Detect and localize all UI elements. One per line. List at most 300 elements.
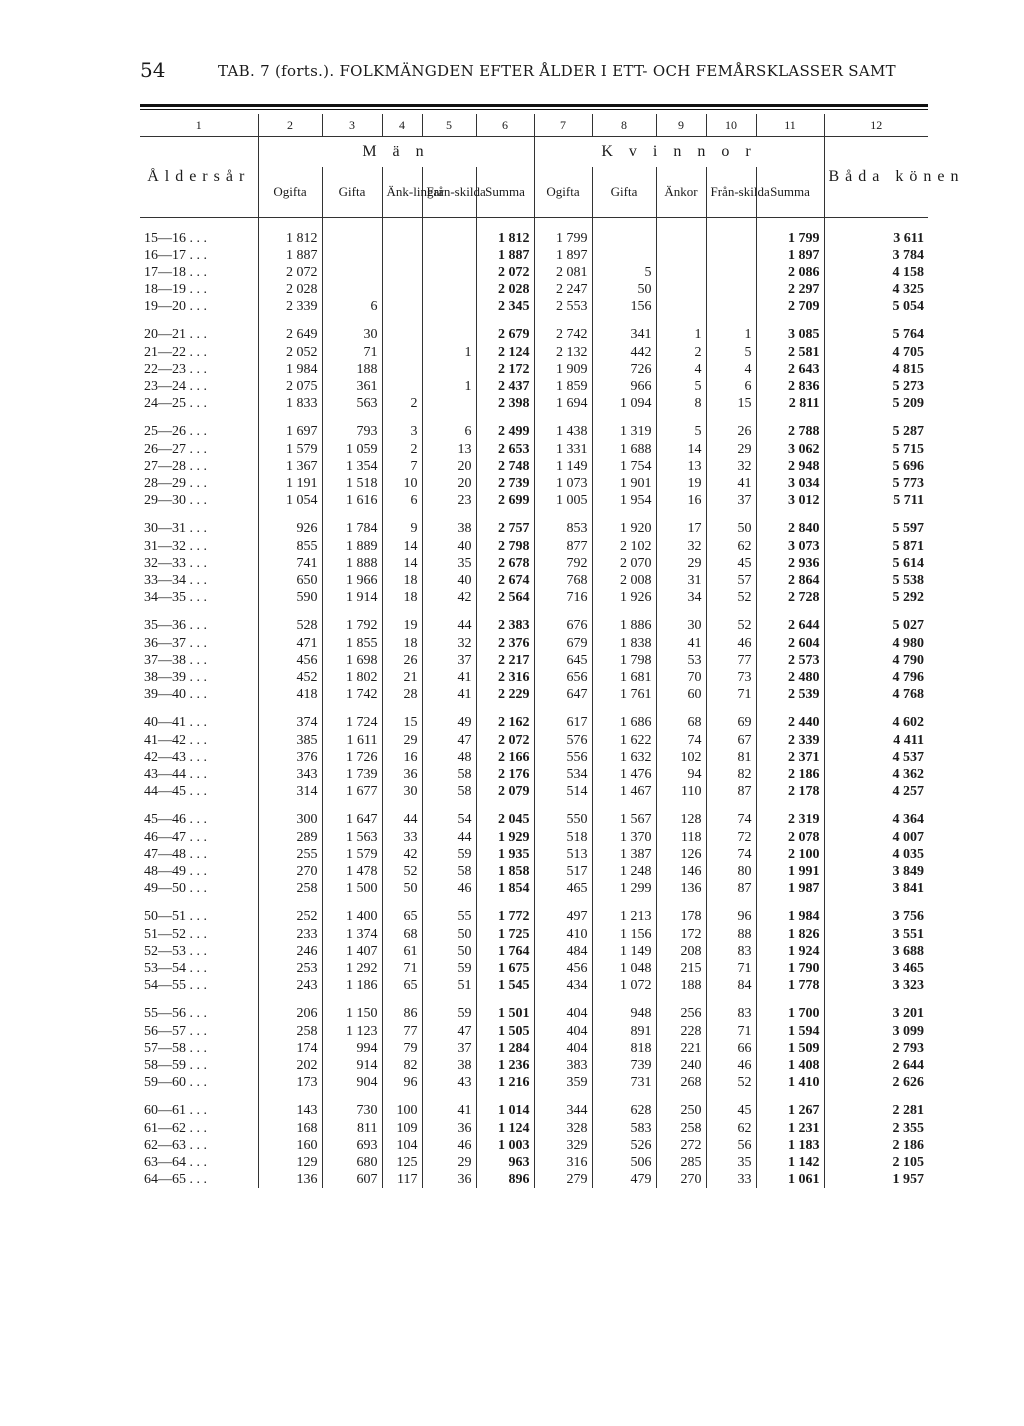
table-cell: 34	[656, 589, 706, 606]
page-title: TAB. 7 (forts.). FOLKMÄNGDEN EFTER ÅLDER I ETT- OCH FEMÅRSKLASSER SAMT	[218, 62, 896, 80]
table-cell: 2 355	[892, 1121, 924, 1136]
table-cell: 2 643	[756, 361, 824, 378]
table-row	[140, 897, 928, 926]
table-cell: 29	[656, 555, 706, 572]
age-cell: 18—19 . . .	[140, 281, 258, 298]
table-cell: 1 984	[258, 361, 322, 378]
women-column-header: Från-skilda	[706, 167, 756, 217]
table-cell: 5 871	[892, 539, 924, 554]
table-cell: 456	[534, 960, 592, 977]
table-cell	[382, 247, 422, 264]
table-cell: 279	[534, 1171, 592, 1188]
table-cell: 1 501	[476, 994, 534, 1023]
table-cell: 172	[656, 926, 706, 943]
table-cell: 37	[422, 1040, 476, 1057]
table-cell	[422, 361, 476, 378]
table-cell: 268	[656, 1074, 706, 1091]
table-cell: 83	[706, 994, 756, 1023]
table-cell: 5 292	[892, 590, 924, 605]
table-cell: 50	[592, 281, 656, 298]
table-cell: 1 812	[476, 218, 534, 248]
table-cell: 16	[382, 749, 422, 766]
table-cell: 410	[534, 926, 592, 943]
table-cell: 86	[382, 994, 422, 1023]
table-cell: 16	[656, 492, 706, 509]
table-cell: 904	[322, 1074, 382, 1091]
table-cell: 2 798	[476, 538, 534, 555]
table-row	[140, 652, 928, 669]
table-cell: 285	[656, 1154, 706, 1171]
table-cell	[422, 395, 476, 412]
table-cell: 5 715	[892, 442, 924, 457]
table-cell: 2 072	[476, 732, 534, 749]
table-cell: 94	[656, 766, 706, 783]
table-cell: 20	[422, 458, 476, 475]
table-cell: 452	[258, 669, 322, 686]
table-cell: 52	[382, 863, 422, 880]
table-cell	[592, 218, 656, 248]
table-cell: 513	[534, 846, 592, 863]
group-header-row	[140, 137, 928, 168]
table-cell: 62	[706, 1120, 756, 1137]
table-cell: 484	[534, 943, 592, 960]
table-cell: 70	[656, 669, 706, 686]
age-cell: 51—52 . . .	[140, 926, 258, 943]
table-cell: 4	[656, 361, 706, 378]
table-cell: 69	[706, 703, 756, 732]
table-row	[140, 509, 928, 538]
table-cell: 15	[382, 703, 422, 732]
table-cell: 79	[382, 1040, 422, 1057]
table-cell: 1 792	[322, 606, 382, 635]
table-cell: 328	[534, 1120, 592, 1137]
table-cell: 72	[706, 829, 756, 846]
table-cell	[382, 218, 422, 248]
men-column-header: Summa	[476, 167, 534, 217]
table-cell	[322, 218, 382, 248]
table-row	[140, 492, 928, 509]
table-row	[140, 749, 928, 766]
table-cell: 963	[476, 1154, 534, 1171]
table-cell: 84	[706, 977, 756, 994]
table-cell: 563	[322, 395, 382, 412]
table-cell: 5 711	[893, 493, 924, 508]
table-cell: 2 728	[756, 589, 824, 606]
table-cell: 818	[592, 1040, 656, 1057]
table-cell: 518	[534, 829, 592, 846]
women-column-header: Gifta	[592, 167, 656, 217]
table-cell: 82	[706, 766, 756, 783]
table-cell: 1 563	[322, 829, 382, 846]
table-cell: 33	[382, 829, 422, 846]
table-cell: 2 176	[476, 766, 534, 783]
table-cell: 4 007	[892, 830, 924, 845]
table-cell: 2 604	[756, 635, 824, 652]
table-cell: 37	[422, 652, 476, 669]
table-cell: 38	[422, 1057, 476, 1074]
table-cell: 1 567	[592, 800, 656, 829]
table-cell: 5 054	[892, 299, 924, 314]
table-cell: 2 105	[892, 1155, 924, 1170]
table-cell: 258	[656, 1120, 706, 1137]
table-cell: 576	[534, 732, 592, 749]
table-cell: 1 478	[322, 863, 382, 880]
table-cell: 2 186	[756, 766, 824, 783]
table-cell: 329	[534, 1137, 592, 1154]
sub-header-row	[140, 167, 928, 217]
table-cell: 188	[322, 361, 382, 378]
table-cell: 1 545	[476, 977, 534, 994]
table-cell: 1 761	[592, 686, 656, 703]
age-cell: 58—59 . . .	[140, 1057, 258, 1074]
table-cell: 2 709	[756, 298, 824, 315]
table-cell: 3 085	[756, 315, 824, 344]
table-cell: 1 784	[322, 509, 382, 538]
table-cell: 5 287	[892, 424, 924, 439]
table-cell: 117	[382, 1171, 422, 1188]
table-cell: 14	[382, 538, 422, 555]
table-cell: 994	[322, 1040, 382, 1057]
age-cell: 26—27 . . .	[140, 441, 258, 458]
table-cell: 44	[382, 800, 422, 829]
table-cell: 1 802	[322, 669, 382, 686]
table-cell: 4	[706, 361, 756, 378]
table-cell: 2 339	[756, 732, 824, 749]
table-cell: 71	[706, 686, 756, 703]
table-cell: 2 811	[756, 395, 824, 412]
table-cell: 240	[656, 1057, 706, 1074]
table-cell: 1 888	[322, 555, 382, 572]
table-cell: 647	[534, 686, 592, 703]
table-cell: 1 094	[592, 395, 656, 412]
table-cell: 6	[322, 298, 382, 315]
table-cell: 1	[422, 344, 476, 361]
age-cell: 22—23 . . .	[140, 361, 258, 378]
table-cell: 2 376	[476, 635, 534, 652]
table-cell: 1 292	[322, 960, 382, 977]
table-cell: 1 920	[592, 509, 656, 538]
table-cell: 1 726	[322, 749, 382, 766]
table-cell: 255	[258, 846, 322, 863]
table-cell: 49	[422, 703, 476, 732]
table-cell: 71	[706, 960, 756, 977]
table-cell: 1 054	[258, 492, 322, 509]
table-cell: 100	[382, 1091, 422, 1120]
column-number: 11	[756, 114, 824, 137]
table-cell: 590	[258, 589, 322, 606]
table-cell: 1 216	[476, 1074, 534, 1091]
table-cell	[422, 218, 476, 248]
table-cell: 1 742	[322, 686, 382, 703]
table-cell: 57	[706, 572, 756, 589]
table-cell: 246	[258, 943, 322, 960]
table-cell: 1 854	[476, 880, 534, 897]
table-cell: 38	[422, 509, 476, 538]
table-cell: 71	[382, 960, 422, 977]
table-cell: 4 602	[892, 715, 924, 730]
column-number: 12	[824, 114, 928, 137]
table-cell	[422, 247, 476, 264]
table-row	[140, 1074, 928, 1091]
table-cell: 792	[534, 555, 592, 572]
table-cell: 29	[422, 1154, 476, 1171]
table-cell: 1 005	[534, 492, 592, 509]
table-cell: 5 597	[892, 521, 924, 536]
table-cell: 811	[322, 1120, 382, 1137]
table-cell: 4 362	[892, 767, 924, 782]
table-cell: 2 028	[476, 281, 534, 298]
table-cell: 168	[258, 1120, 322, 1137]
table-cell: 46	[422, 880, 476, 897]
age-cell: 37—38 . . .	[140, 652, 258, 669]
table-cell: 104	[382, 1137, 422, 1154]
table-cell	[422, 264, 476, 281]
table-cell: 2 100	[756, 846, 824, 863]
table-cell: 853	[534, 509, 592, 538]
table-cell: 741	[258, 555, 322, 572]
table-cell: 3 073	[756, 538, 824, 555]
table-cell: 3 784	[892, 248, 924, 263]
table-cell: 118	[656, 829, 706, 846]
table-cell: 1 156	[592, 926, 656, 943]
table-cell: 739	[592, 1057, 656, 1074]
both-sexes-header: Båda könen	[828, 168, 965, 185]
table-cell: 250	[656, 1091, 706, 1120]
table-cell: 2 653	[476, 441, 534, 458]
page-number: 54	[140, 58, 166, 82]
table-cell: 2 626	[892, 1075, 924, 1090]
table-cell: 1 790	[756, 960, 824, 977]
table-cell: 2 649	[258, 315, 322, 344]
table-cell: 45	[706, 1091, 756, 1120]
table-cell: 1 059	[322, 441, 382, 458]
table-cell: 77	[382, 1023, 422, 1040]
table-cell: 1 284	[476, 1040, 534, 1057]
table-cell: 8	[656, 395, 706, 412]
table-cell: 1 579	[258, 441, 322, 458]
men-column-header: Från-skilda	[422, 167, 476, 217]
age-cell: 39—40 . . .	[140, 686, 258, 703]
table-cell: 36	[422, 1120, 476, 1137]
table-cell: 1 739	[322, 766, 382, 783]
table-cell: 1 812	[258, 218, 322, 248]
table-cell: 1 124	[476, 1120, 534, 1137]
table-cell: 59	[422, 994, 476, 1023]
table-cell: 128	[656, 800, 706, 829]
age-cell: 32—33 . . .	[140, 555, 258, 572]
table-row	[140, 846, 928, 863]
table-cell: 129	[258, 1154, 322, 1171]
table-cell: 1 616	[322, 492, 382, 509]
table-cell: 2 345	[476, 298, 534, 315]
table-cell: 18	[382, 589, 422, 606]
table-cell: 1 073	[534, 475, 592, 492]
age-cell: 57—58 . . .	[140, 1040, 258, 1057]
table-cell: 1 410	[756, 1074, 824, 1091]
table-cell: 52	[706, 606, 756, 635]
table-row	[140, 1137, 928, 1154]
table-cell: 1 061	[756, 1171, 824, 1188]
table-cell: 4 325	[892, 282, 924, 297]
table-cell: 59	[422, 960, 476, 977]
table-cell: 1 191	[258, 475, 322, 492]
table-cell: 2 075	[258, 378, 322, 395]
men-column-header: Ogifta	[258, 167, 322, 217]
age-cell: 47—48 . . .	[140, 846, 258, 863]
table-cell: 87	[706, 783, 756, 800]
table-cell: 2 440	[756, 703, 824, 732]
table-cell: 1 681	[592, 669, 656, 686]
table-cell: 80	[706, 863, 756, 880]
table-cell: 44	[422, 606, 476, 635]
table-row	[140, 1154, 928, 1171]
table-cell: 47	[422, 732, 476, 749]
table-cell: 1 500	[322, 880, 382, 897]
table-cell: 656	[534, 669, 592, 686]
table-cell: 2 045	[476, 800, 534, 829]
table-cell: 5	[656, 378, 706, 395]
column-number: 2	[258, 114, 322, 137]
age-cell: 43—44 . . .	[140, 766, 258, 783]
table-cell: 5	[656, 412, 706, 441]
table-cell: 19	[656, 475, 706, 492]
table-cell: 534	[534, 766, 592, 783]
table-cell: 1 622	[592, 732, 656, 749]
table-cell: 252	[258, 897, 322, 926]
table-row	[140, 247, 928, 264]
table-cell: 3	[382, 412, 422, 441]
age-cell: 17—18 . . .	[140, 264, 258, 281]
age-cell: 33—34 . . .	[140, 572, 258, 589]
age-cell: 27—28 . . .	[140, 458, 258, 475]
age-cell: 60—61 . . .	[140, 1091, 258, 1120]
population-table	[140, 114, 965, 1188]
age-cell: 52—53 . . .	[140, 943, 258, 960]
table-row	[140, 378, 928, 395]
table-cell: 385	[258, 732, 322, 749]
table-cell: 948	[592, 994, 656, 1023]
table-cell: 6	[422, 412, 476, 441]
table-cell: 1 897	[756, 247, 824, 264]
table-cell: 10	[382, 475, 422, 492]
table-cell: 1 248	[592, 863, 656, 880]
table-cell	[322, 264, 382, 281]
table-cell: 32	[706, 458, 756, 475]
age-cell: 62—63 . . .	[140, 1137, 258, 1154]
table-cell: 3 611	[893, 231, 924, 246]
table-row	[140, 555, 928, 572]
table-cell: 1 700	[756, 994, 824, 1023]
table-cell: 41	[422, 669, 476, 686]
column-number: 5	[422, 114, 476, 137]
table-cell: 6	[382, 492, 422, 509]
table-cell: 1 647	[322, 800, 382, 829]
table-cell: 434	[534, 977, 592, 994]
table-cell: 1 914	[322, 589, 382, 606]
table-cell: 35	[422, 555, 476, 572]
table-cell: 19	[382, 606, 422, 635]
header-rule	[140, 104, 928, 107]
men-column-header: Gifta	[322, 167, 382, 217]
table-cell: 5 538	[892, 573, 924, 588]
table-cell: 82	[382, 1057, 422, 1074]
table-cell: 2 739	[476, 475, 534, 492]
table-cell	[322, 281, 382, 298]
table-cell: 1 694	[534, 395, 592, 412]
table-cell: 31	[656, 572, 706, 589]
table-cell: 30	[656, 606, 706, 635]
table-cell: 1 935	[476, 846, 534, 863]
age-cell: 50—51 . . .	[140, 897, 258, 926]
age-cell: 40—41 . . .	[140, 703, 258, 732]
table-cell: 52	[706, 1074, 756, 1091]
table-cell: 2 086	[756, 264, 824, 281]
table-row	[140, 1057, 928, 1074]
table-cell: 6	[706, 378, 756, 395]
table-cell: 50	[382, 880, 422, 897]
table-cell: 716	[534, 589, 592, 606]
age-cell: 35—36 . . .	[140, 606, 258, 635]
table-cell: 2 499	[476, 412, 534, 441]
table-cell: 289	[258, 829, 322, 846]
age-header: Åldersår	[140, 137, 258, 218]
column-number-row	[140, 114, 928, 137]
table-cell: 243	[258, 977, 322, 994]
table-cell	[322, 247, 382, 264]
table-cell	[422, 315, 476, 344]
table-row	[140, 264, 928, 281]
table-cell: 1 855	[322, 635, 382, 652]
table-row	[140, 538, 928, 555]
table-cell: 66	[706, 1040, 756, 1057]
table-cell: 2	[656, 344, 706, 361]
table-cell: 61	[382, 943, 422, 960]
table-cell: 1 698	[322, 652, 382, 669]
age-cell: 49—50 . . .	[140, 880, 258, 897]
men-group-header: M ä n	[258, 137, 534, 168]
table-body	[140, 218, 928, 1189]
age-cell: 59—60 . . .	[140, 1074, 258, 1091]
table-cell: 2 132	[534, 344, 592, 361]
table-cell: 1 886	[592, 606, 656, 635]
table-cell: 645	[534, 652, 592, 669]
table-cell: 258	[258, 880, 322, 897]
table-row	[140, 800, 928, 829]
table-cell: 1 003	[476, 1137, 534, 1154]
table-cell: 1 370	[592, 829, 656, 846]
table-cell	[656, 218, 706, 248]
table-cell: 65	[382, 897, 422, 926]
table-cell: 4 537	[892, 750, 924, 765]
table-cell: 1 183	[756, 1137, 824, 1154]
table-cell: 1 799	[534, 218, 592, 248]
table-row	[140, 281, 928, 298]
table-cell: 374	[258, 703, 322, 732]
table-cell: 877	[534, 538, 592, 555]
table-cell: 30	[322, 315, 382, 344]
table-cell: 5 773	[892, 476, 924, 491]
table-cell: 1 966	[322, 572, 382, 589]
table-cell	[706, 281, 756, 298]
table-cell: 7	[382, 458, 422, 475]
table-cell: 2 178	[756, 783, 824, 800]
table-cell: 41	[656, 635, 706, 652]
table-cell: 617	[534, 703, 592, 732]
table-cell: 2 319	[756, 800, 824, 829]
table-cell: 146	[656, 863, 706, 880]
table-cell: 270	[656, 1171, 706, 1188]
table-cell: 202	[258, 1057, 322, 1074]
